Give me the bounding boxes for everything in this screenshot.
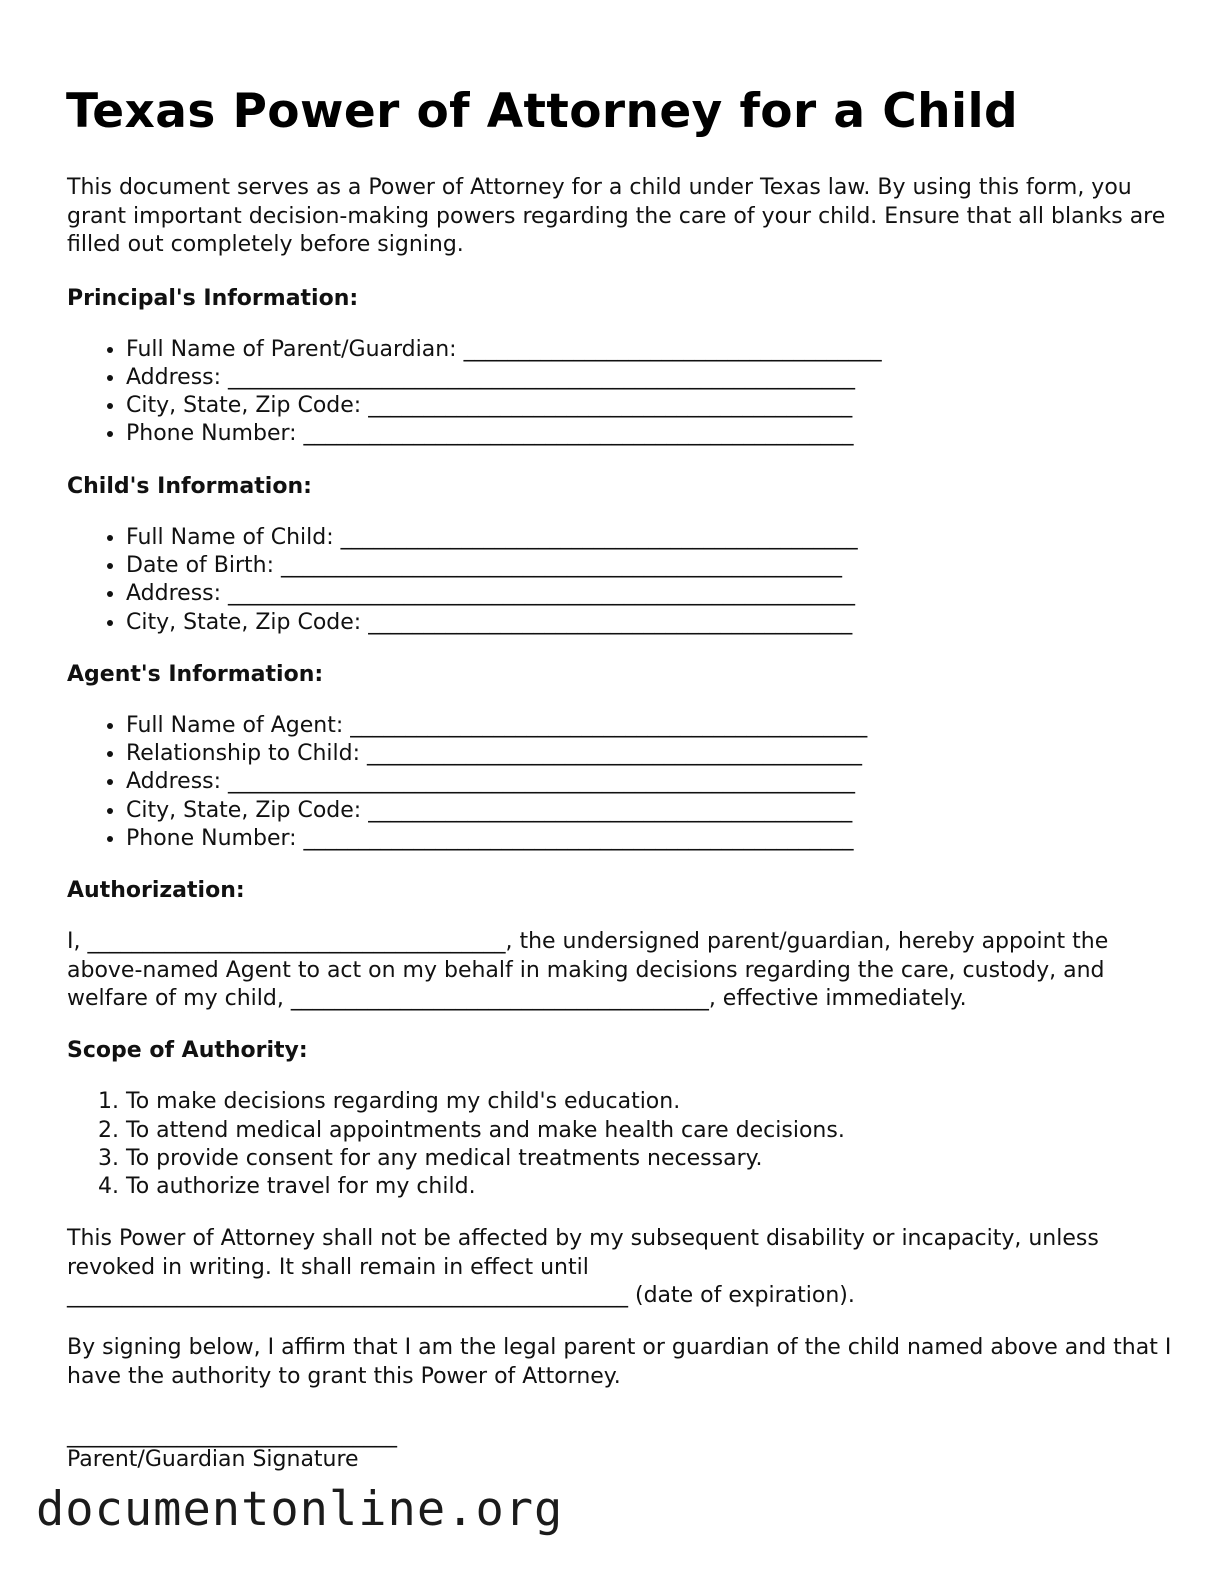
document-page: [67, 82, 1177, 1475]
authorization-heading: Authorization:: [67, 878, 245, 904]
document-title: Texas Power of Attorney for a Child: [66, 84, 1019, 139]
scope-heading: Scope of Authority:: [67, 1038, 308, 1064]
list-item: • City, State, Zip Code: ____________________________________________: [126, 392, 1177, 420]
authorization-paragraph: I, ______________________________________, the undersigned parent/guardian, hereby appoint the above-named Agent to act on my behalf in making decisions regarding the care, custody, and welfare of my child, ______________________________________, effective immediately.: [67, 929, 1109, 1011]
child-heading: Child's Information:: [67, 473, 312, 499]
list-item: 2. To attend medical appointments and make health care decisions.: [126, 1117, 1177, 1145]
list-item: 1. To make decisions regarding my child's education.: [126, 1088, 1177, 1116]
list-item: • Phone Number: __________________________________________________: [126, 825, 1177, 853]
list-item: • Full Name of Child: _______________________________________________: [126, 524, 1177, 552]
list-item: 4. To authorize travel for my child.: [126, 1173, 1177, 1201]
signature-label: Parent/Guardian Signature: [67, 1447, 359, 1473]
agent-heading: Agent's Information:: [67, 661, 324, 687]
principal-heading: Principal's Information:: [67, 285, 359, 311]
signature-line: ______________________________: [67, 1422, 397, 1448]
watermark: documentonline.org: [36, 1482, 564, 1537]
intro-paragraph: This document serves as a Power of Attorney for a child under Texas law. By using this form, you grant important decision-making powers regarding the care of your child. Ensure that all blanks are filled out completely before signing.: [67, 175, 1166, 257]
list-item: • City, State, Zip Code: ____________________________________________: [126, 609, 1177, 637]
list-item: • Full Name of Parent/Guardian: ______________________________________: [126, 336, 1177, 364]
expiration-date-line: ___________________________________________________ (date of expiration).: [67, 1283, 855, 1309]
duration-text: This Power of Attorney shall not be affected by my subsequent disability or incapacity, unless revoked in writing. It shall remain in effect until: [67, 1226, 1099, 1280]
duration-paragraph: [67, 1225, 1177, 1310]
scope-list: [67, 1088, 1177, 1201]
principal-info-list: [67, 336, 1177, 449]
list-item: • Relationship to Child: _____________________________________________: [126, 740, 1177, 768]
list-item: • City, State, Zip Code: ____________________________________________: [126, 797, 1177, 825]
list-item: 3. To provide consent for any medical treatments necessary.: [126, 1145, 1177, 1173]
affirmation-paragraph: By signing below, I affirm that I am the legal parent or guardian of the child named above and that I have the authority to grant this Power of Attorney.: [67, 1335, 1172, 1389]
list-item: • Phone Number: __________________________________________________: [126, 420, 1177, 448]
list-item: • Address: _________________________________________________________: [126, 580, 1177, 608]
agent-info-list: [67, 712, 1177, 853]
list-item: • Date of Birth: ___________________________________________________: [126, 552, 1177, 580]
list-item: • Address: _________________________________________________________: [126, 364, 1177, 392]
child-info-list: [67, 524, 1177, 637]
list-item: • Full Name of Agent: _______________________________________________: [126, 712, 1177, 740]
list-item: • Address: _________________________________________________________: [126, 768, 1177, 796]
